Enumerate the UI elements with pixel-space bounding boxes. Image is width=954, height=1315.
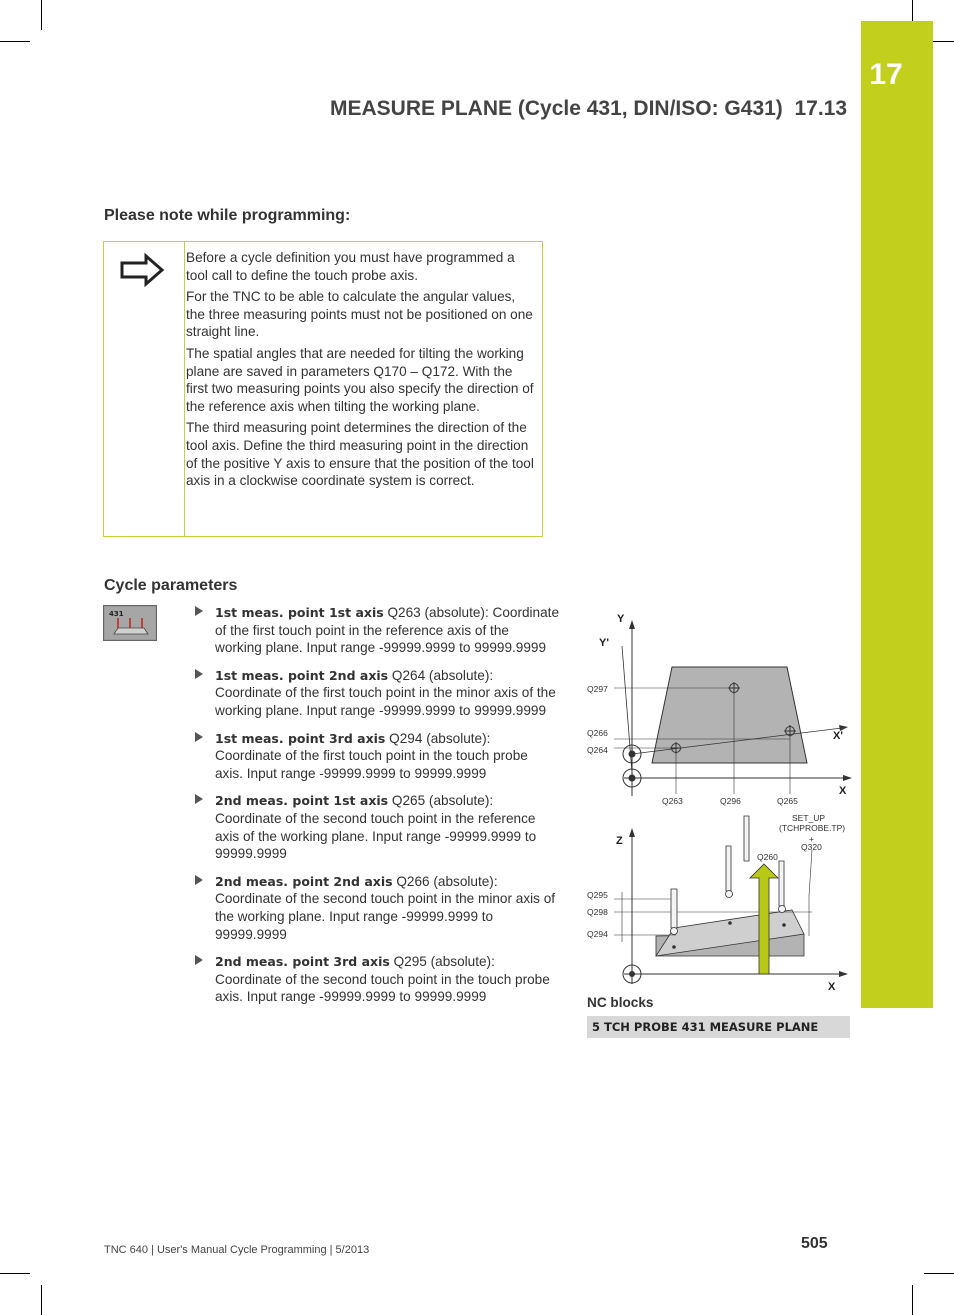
note-paragraph: Before a cycle definition you must have programmed a tool call to define the touch probe axis. [186, 250, 515, 283]
page-footer: TNC 640 | User's Manual Cycle Programming | 5/2013 [104, 1244, 370, 1256]
param-item: 1st meas. point 3rd axis Q294 (absolute): Coordinate of the first touch point in the touch probe axis. Input range -99999.9999 to 99999.9999 [193, 730, 559, 783]
nc-block-bar [587, 1016, 850, 1038]
label-z: Z [616, 835, 623, 847]
softkey-graphic [104, 606, 156, 640]
header-section: 17.13 [794, 97, 848, 120]
label-q260: Q260 [757, 852, 778, 862]
crop-mark [0, 1273, 30, 1274]
top-view [587, 613, 852, 806]
crop-mark [41, 1285, 42, 1315]
param-item: 2nd meas. point 1st axis Q265 (absolute): Coordinate of the second touch point in the reference axis of the working plane. Input range -99999.9999 to 99999.9999 [193, 792, 559, 862]
label-q265: Q265 [777, 796, 798, 806]
note-icon-column [104, 242, 185, 536]
label-q294: Q294 [587, 929, 608, 939]
label-y-prime: Y' [599, 637, 609, 649]
side-view [587, 813, 848, 992]
softkey-label: 431 [109, 610, 124, 618]
label-plus: + [809, 834, 814, 844]
nc-block-line: 5 TCH PROBE 431 MEASURE PLANE [592, 1020, 819, 1034]
bullet-triangle-icon [195, 669, 203, 679]
note-paragraph: The third measuring point determines the direction of the tool axis. Define the third measuring point in the direction of the positive Y axis to ensure that the position of the tool axis in a clockwise coordinate system is correct. [186, 420, 534, 489]
page-number: 505 [801, 1235, 828, 1252]
bullet-triangle-icon [195, 875, 203, 885]
crop-mark [41, 0, 42, 30]
page-header [330, 97, 847, 121]
label-q295: Q295 [587, 890, 608, 900]
measure-plane-figure [584, 606, 854, 992]
chapter-sidebar [861, 21, 933, 1008]
label-q297: Q297 [587, 684, 608, 694]
label-x-bottom: X [828, 981, 836, 992]
note-paragraph: The spatial angles that are needed for tilting the working plane are saved in parameters Q170 – Q172. With the first two measuring points you also specify the direction of the reference axis when tilting the working plane. [186, 345, 534, 414]
note-heading: Please note while programming: [104, 207, 351, 224]
nc-blocks-heading: NC blocks [587, 995, 654, 1010]
label-setup: SET_UP [792, 813, 826, 823]
cycle-431-softkey [103, 605, 157, 641]
header-title: MEASURE PLANE (Cycle 431, DIN/ISO: G431) [330, 97, 783, 120]
label-x-prime: X' [833, 730, 843, 742]
bullet-triangle-icon [195, 732, 203, 742]
label-q320: Q320 [801, 842, 822, 852]
label-q298: Q298 [587, 907, 608, 917]
bullet-triangle-icon [195, 955, 203, 965]
label-q266: Q266 [587, 728, 608, 738]
chapter-number: 17 [869, 58, 903, 91]
param-item: 1st meas. point 2nd axis Q264 (absolute): Coordinate of the first touch point in the minor axis of the working plane. Input range -99999.9999 to 99999.9999 [193, 667, 559, 720]
crop-mark [0, 41, 30, 42]
param-item: 1st meas. point 1st axis Q263 (absolute): Coordinate of the first touch point in the reference axis of the working plane. Input range -99999.9999 to 99999.9999 [193, 604, 559, 657]
label-q263: Q263 [662, 796, 683, 806]
bullet-triangle-icon [195, 606, 203, 616]
label-tchprobe: (TCHPROBE.TP) [779, 823, 846, 833]
parameter-list [193, 604, 559, 1016]
label-q296: Q296 [720, 796, 741, 806]
label-y: Y [617, 613, 625, 625]
param-item: 2nd meas. point 2nd axis Q266 (absolute): Coordinate of the second touch point in the minor axis of the working plane. Input range -99999.9999 to 99999.9999 [193, 873, 559, 943]
label-x: X [839, 785, 847, 797]
arrow-right-icon [104, 242, 184, 302]
label-q264: Q264 [587, 745, 608, 755]
note-paragraph: For the TNC to be able to calculate the angular values, the three measuring points must not be positioned on one straight line. [186, 289, 533, 340]
crop-mark [912, 1285, 913, 1315]
crop-mark [924, 1273, 954, 1274]
bullet-triangle-icon [195, 794, 203, 804]
param-item: 2nd meas. point 3rd axis Q295 (absolute): Coordinate of the second touch point in the touch probe axis. Input range -99999.9999 to 99999.9999 [193, 953, 559, 1006]
note-text [186, 249, 536, 494]
cycle-heading: Cycle parameters [104, 577, 238, 594]
